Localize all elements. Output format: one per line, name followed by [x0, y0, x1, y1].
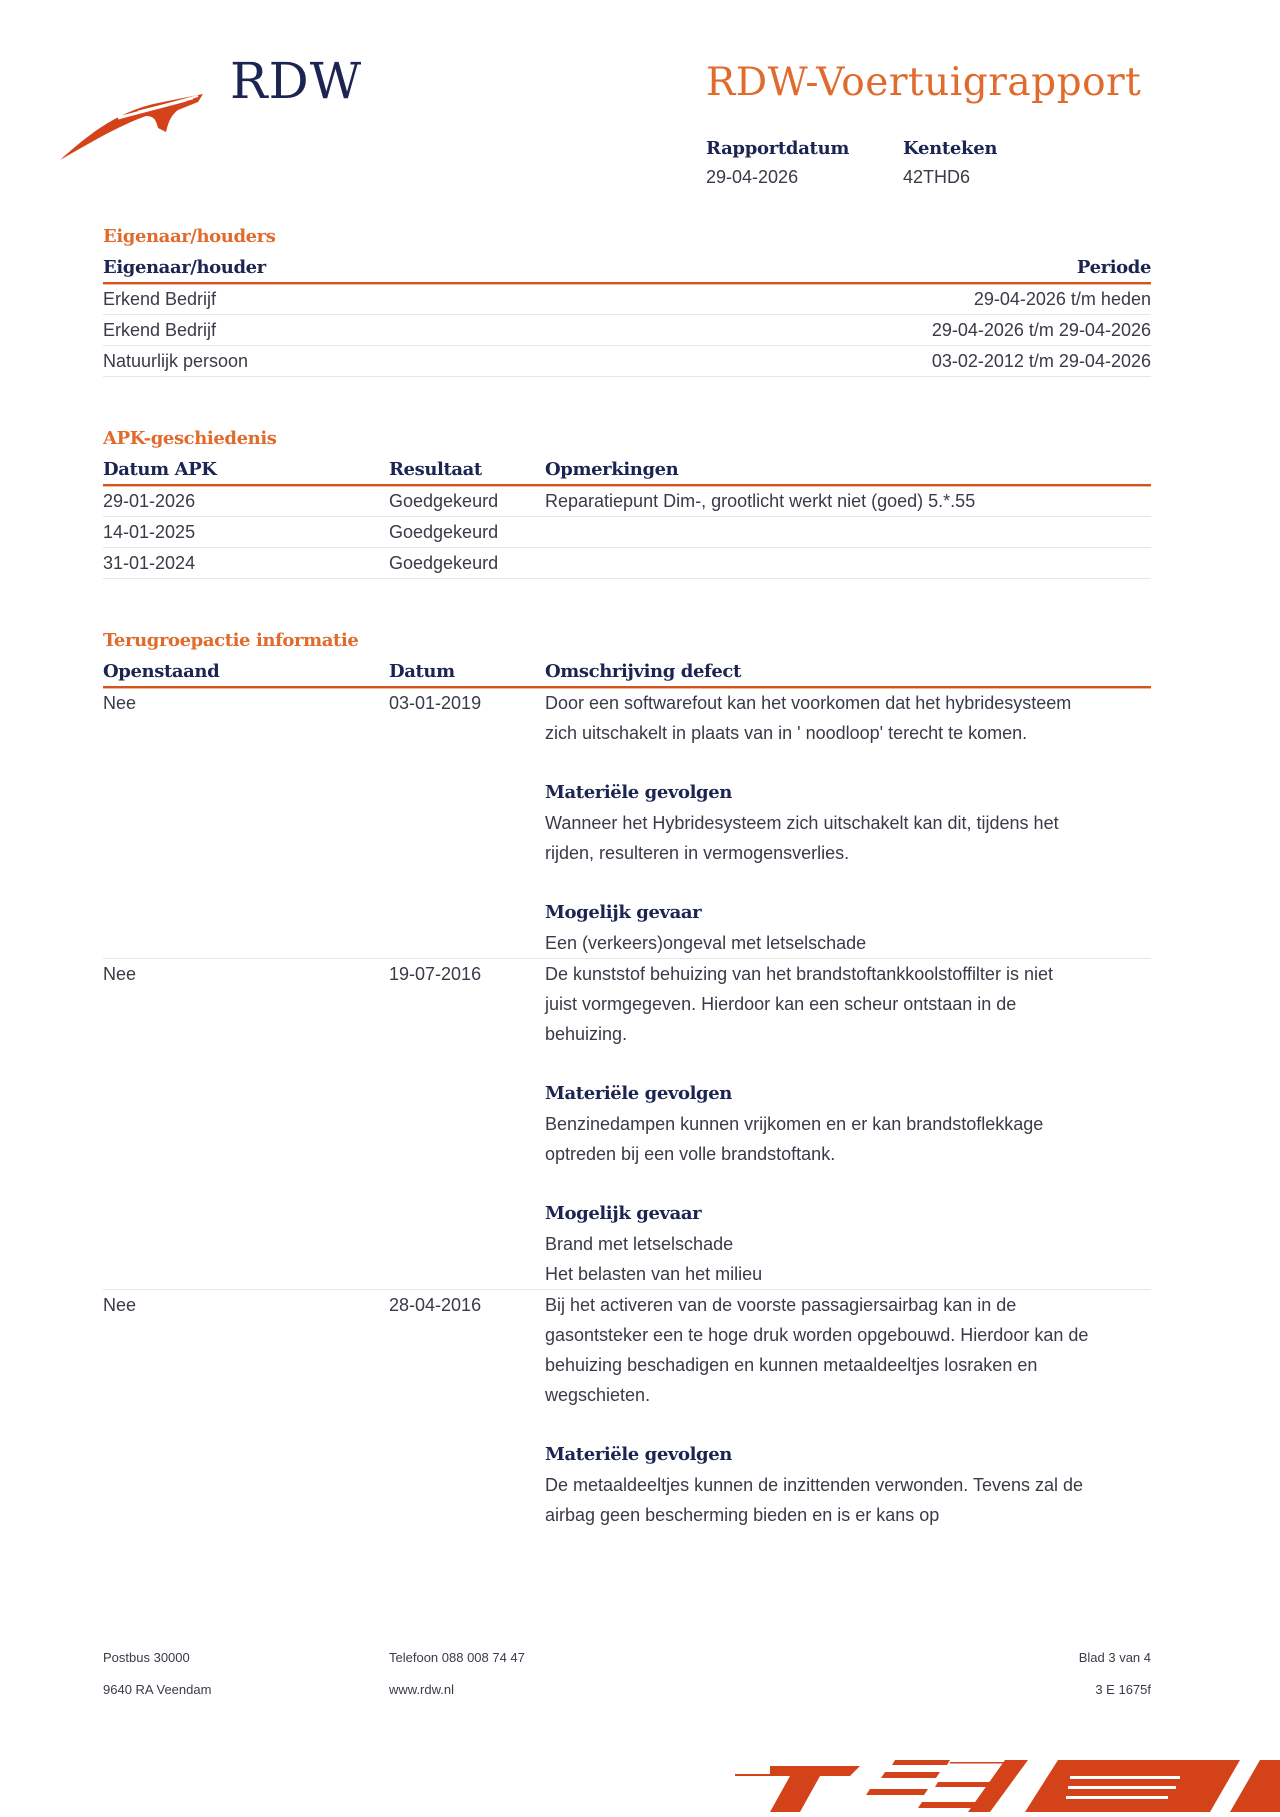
result-cell: Goedgekeurd: [389, 522, 499, 542]
table-header: [103, 454, 1151, 486]
consequences-heading: Materiële gevolgen: [545, 1083, 732, 1104]
consequences-heading: Materiële gevolgen: [545, 1444, 732, 1465]
description-line: Door een softwarefout kan het voorkomen dat het hybridesysteem: [545, 693, 1072, 713]
meta-label: Rapportdatum: [706, 138, 850, 159]
footer-address: [103, 1650, 211, 1714]
open-cell: Nee: [103, 964, 137, 984]
consequences-line: rijden, resulteren in vermogensverlies.: [545, 843, 850, 863]
date-cell: 14-01-2025: [103, 522, 196, 542]
consequences-line: Wanneer het Hybridesysteem zich uitschakelt kan dit, tijdens het: [545, 813, 1059, 833]
danger-line: Het belasten van het milieu: [545, 1264, 763, 1284]
danger-line: Een (verkeers)ongeval met letselschade: [545, 933, 867, 953]
consequences-line: optreden bij een volle brandstoftank.: [545, 1144, 836, 1164]
column-header: Eigenaar/houder: [103, 256, 266, 278]
table-row: [103, 315, 1151, 346]
section-title: Terugroepactie informatie: [103, 630, 359, 651]
description-line: zich uitschakelt in plaats van in ' noodloop' terecht te komen.: [545, 723, 1028, 743]
footer-phone: Telefoon 088 008 74 47: [389, 1650, 525, 1665]
date-cell: 28-04-2016: [389, 1295, 482, 1315]
footer-website[interactable]: www.rdw.nl: [389, 1682, 455, 1697]
table-header: [103, 656, 1151, 688]
description-line: wegschieten.: [545, 1385, 651, 1405]
report-title: RDW-Voertuigrapport: [706, 60, 1142, 105]
defect-description-cell: [545, 959, 1151, 1289]
column-header: Openstaand: [103, 660, 220, 682]
date-cell: 29-01-2026: [103, 491, 196, 511]
consequences-heading: Materiële gevolgen: [545, 782, 732, 803]
owner-cell: Natuurlijk persoon: [103, 351, 249, 371]
description-line: behuizing beschadigen en kunnen metaaldeeltjes losraken en: [545, 1355, 1038, 1375]
table-header: [103, 252, 1151, 284]
logo-text: RDW: [230, 52, 363, 110]
meta-label: Kenteken: [903, 138, 998, 159]
danger-line: Brand met letselschade: [545, 1234, 734, 1254]
table-row: [103, 688, 1151, 959]
owner-cell: Erkend Bedrijf: [103, 289, 217, 309]
consequences-line: De metaaldeeltjes kunnen de inzittenden verwonden. Tevens zal de: [545, 1475, 1084, 1495]
result-cell: Goedgekeurd: [389, 491, 499, 511]
date-cell: 03-01-2019: [389, 693, 482, 713]
remarks-cell: Reparatiepunt Dim-, grootlicht werkt niet (goed) 5.*.55: [545, 491, 976, 511]
apk-section: [103, 428, 1151, 579]
table-row: [103, 346, 1151, 377]
owners-section: [103, 226, 1151, 377]
description-line: gasontsteker een te hoge druk worden opgebouwd. Hierdoor kan de: [545, 1325, 1089, 1345]
footer-doc-code: 3 E 1675f: [1095, 1682, 1151, 1697]
footer-postbus: Postbus 30000: [103, 1650, 190, 1665]
column-header: Datum: [389, 660, 455, 682]
section-title: Eigenaar/houders: [103, 226, 276, 247]
consequences-line: airbag geen bescherming bieden en is er kans op: [545, 1505, 940, 1525]
column-header: Opmerkingen: [545, 458, 679, 480]
recalls-section: [103, 630, 1151, 1530]
footer-city: 9640 RA Veendam: [103, 1682, 212, 1697]
consequences-line: Benzinedampen kunnen vrijkomen en er kan brandstoflekkage: [545, 1114, 1044, 1134]
description-line: Bij het activeren van de voorste passagiersairbag kan in de: [545, 1295, 1017, 1315]
period-cell: 29-04-2026 t/m heden: [973, 289, 1151, 309]
table-row: [103, 548, 1151, 579]
danger-heading: Mogelijk gevaar: [545, 1203, 702, 1224]
meta-report-date: [706, 138, 849, 188]
section-title: APK-geschiedenis: [103, 428, 277, 449]
remarks-cell: [545, 548, 1151, 578]
column-header: Datum APK: [103, 458, 217, 480]
description-line: juist vormgegeven. Hierdoor kan een scheur ontstaan in de: [545, 994, 1017, 1014]
table-row: [103, 284, 1151, 315]
period-cell: 03-02-2012 t/m 29-04-2026: [931, 351, 1151, 371]
owner-cell: Erkend Bedrijf: [103, 320, 217, 340]
rdw-stripe-band-icon: [700, 1746, 1280, 1817]
date-cell: 31-01-2024: [103, 553, 196, 573]
meta-value: 42THD6: [903, 167, 971, 187]
footer-page-number: Blad 3 van 4: [1078, 1650, 1151, 1665]
column-header: Omschrijving defect: [545, 660, 741, 682]
danger-heading: Mogelijk gevaar: [545, 902, 702, 923]
remarks-cell: [545, 517, 1151, 547]
defect-description-cell: [545, 688, 1151, 958]
table-row: [103, 517, 1151, 548]
table-row: [103, 1290, 1151, 1530]
column-header: Resultaat: [389, 458, 482, 480]
rdw-wing-icon: [58, 80, 208, 162]
period-cell: 29-04-2026 t/m 29-04-2026: [931, 320, 1151, 340]
table-row: [103, 486, 1151, 517]
column-header: Periode: [1076, 256, 1151, 278]
description-line: behuizing.: [545, 1024, 628, 1044]
open-cell: Nee: [103, 1295, 137, 1315]
footer-contact: [389, 1650, 525, 1714]
rdw-logo: [58, 52, 363, 162]
footer-page-info: [1079, 1650, 1151, 1714]
result-cell: Goedgekeurd: [389, 553, 499, 573]
meta-license-plate: [903, 138, 997, 188]
recall-rows: [103, 688, 1151, 1530]
defect-description-cell: [545, 1290, 1151, 1530]
table-row: [103, 959, 1151, 1290]
date-cell: 19-07-2016: [389, 964, 482, 984]
meta-value: 29-04-2026: [706, 167, 799, 187]
open-cell: Nee: [103, 693, 137, 713]
description-line: De kunststof behuizing van het brandstoftankkoolstoffilter is niet: [545, 964, 1053, 984]
